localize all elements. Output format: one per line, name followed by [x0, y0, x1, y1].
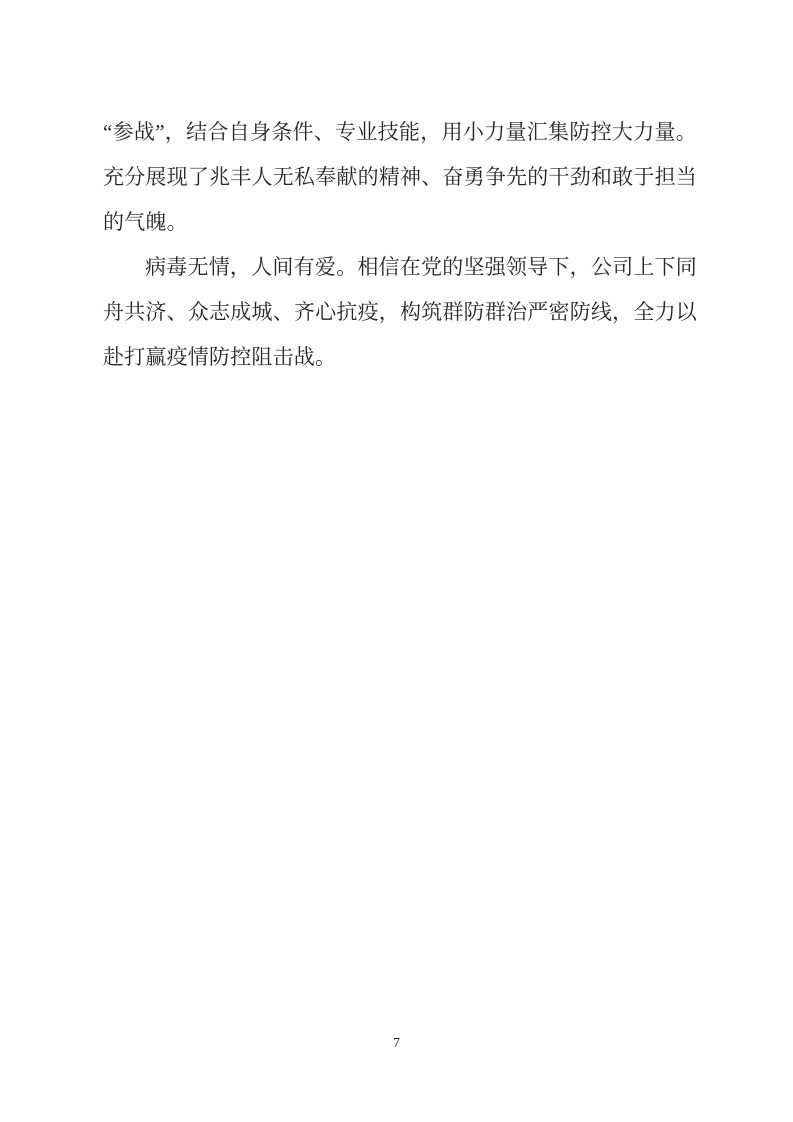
document-body	[103, 110, 697, 380]
page-footer	[0, 1034, 793, 1054]
page-number: 7	[393, 1036, 400, 1051]
paragraph-closing: 病毒无情，人间有爱。相信在党的坚强领导下，公司上下同舟共济、众志成城、齐心抗疫，构筑群防群治严密防线，全力以赴打赢疫情防控阻击战。	[103, 255, 697, 369]
paragraph-continuation: “参战”，结合自身条件、专业技能，用小力量汇集防控大力量。充分展现了兆丰人无私奉献的精神、奋勇争先的干劲和敢于担当的气魄。	[103, 120, 697, 234]
